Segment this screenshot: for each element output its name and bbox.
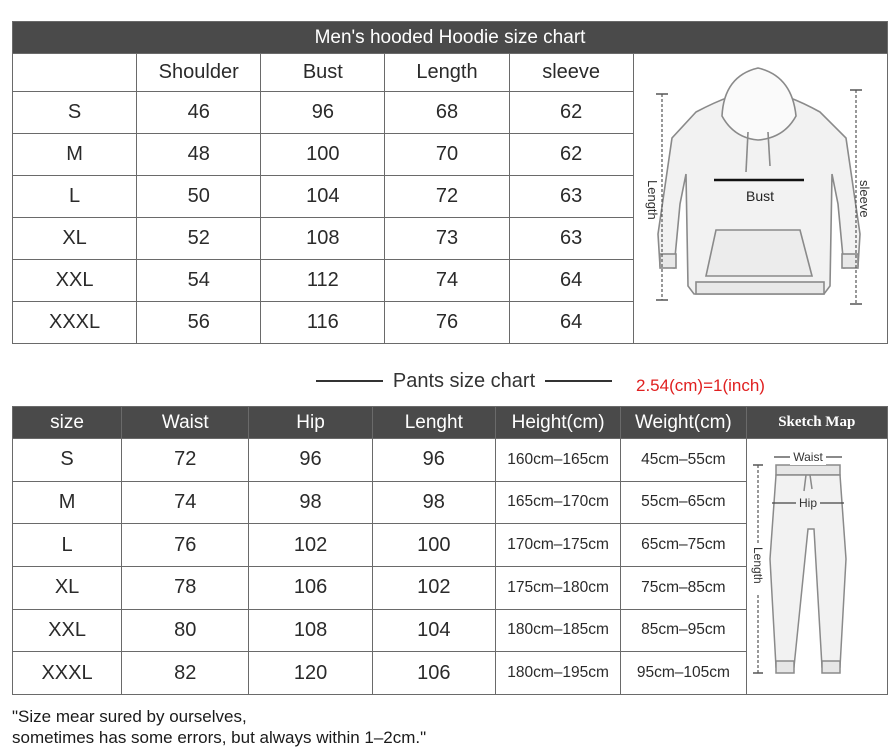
hoodie-cell: 64 (509, 301, 633, 343)
pants-cell: 180cm–195cm (495, 652, 620, 695)
hoodie-cell: 46 (137, 91, 261, 133)
pants-cell: 104 (372, 609, 495, 652)
pants-cell: 96 (372, 439, 495, 482)
pants-cell: 95cm–105cm (621, 652, 746, 695)
pants-cell: 45cm–55cm (621, 439, 746, 482)
hoodie-cell: L (13, 175, 137, 217)
hoodie-bust-label: Bust (746, 188, 775, 204)
hoodie-header-row (13, 54, 888, 92)
pants-cell: 76 (122, 524, 249, 567)
hoodie-cell: XL (13, 217, 137, 259)
hoodie-cell: 62 (509, 91, 633, 133)
title-rule-right (545, 380, 612, 382)
pants-cell: XL (13, 566, 122, 609)
hoodie-length-label: Length (645, 180, 661, 220)
unit-conversion-note: 2.54(cm)=1(inch) (636, 376, 765, 395)
pants-cell: 82 (122, 652, 249, 695)
pants-header-waist: Waist (122, 407, 249, 439)
hoodie-cell: 63 (509, 217, 633, 259)
hoodie-sleeve-label: sleeve (857, 180, 873, 218)
pants-cell: L (13, 524, 122, 567)
pants-cell: 98 (249, 481, 372, 524)
pants-cell: XXXL (13, 652, 122, 695)
hoodie-cell: 96 (261, 91, 385, 133)
hoodie-diagram-cell (633, 54, 887, 344)
pants-cell: 175cm–180cm (495, 566, 620, 609)
hoodie-size-table (12, 21, 888, 344)
hoodie-cell: 64 (509, 259, 633, 301)
hoodie-cell: 73 (385, 217, 509, 259)
pants-hip-label: Hip (798, 496, 817, 510)
hoodie-header-sleeve: sleeve (509, 54, 633, 92)
hoodie-cell: M (13, 133, 137, 175)
hoodie-cell: XXXL (13, 301, 137, 343)
pants-length-label: Length (750, 547, 765, 584)
pants-cell: 100 (372, 524, 495, 567)
hoodie-cell: 50 (137, 175, 261, 217)
pants-cell: 106 (372, 652, 495, 695)
hoodie-cell: 48 (137, 133, 261, 175)
note-line-1: "Size mear sured by ourselves, (12, 707, 247, 726)
hoodie-cell: 112 (261, 259, 385, 301)
pants-cell: 102 (372, 566, 495, 609)
hoodie-header-shoulder: Shoulder (137, 54, 261, 92)
pants-header-sketch-map: Sketch Map (746, 407, 888, 439)
hoodie-cell: 70 (385, 133, 509, 175)
hoodie-table-title: Men's hooded Hoodie size chart (13, 22, 888, 54)
pants-cell: 160cm–165cm (495, 439, 620, 482)
hoodie-cell: 76 (385, 301, 509, 343)
pants-cell: 102 (249, 524, 372, 567)
pants-size-table (12, 406, 888, 695)
hoodie-cell: 100 (261, 133, 385, 175)
pants-cell: M (13, 481, 122, 524)
pants-cell: 74 (122, 481, 249, 524)
pants-cell: 80 (122, 609, 249, 652)
pants-cell: 75cm–85cm (621, 566, 746, 609)
hoodie-cell: 56 (137, 301, 261, 343)
pants-header-hip: Hip (249, 407, 372, 439)
hoodie-cell: 62 (509, 133, 633, 175)
title-rule-left (316, 380, 383, 382)
pants-row-s (13, 439, 888, 482)
pants-cell: 78 (122, 566, 249, 609)
pants-cell: 106 (249, 566, 372, 609)
hoodie-cell: S (13, 91, 137, 133)
pants-header-weight: Weight(cm) (621, 407, 746, 439)
pants-diagram-cell (746, 439, 888, 695)
hoodie-cell: 63 (509, 175, 633, 217)
hoodie-header-length: Length (385, 54, 509, 92)
hoodie-cell: 68 (385, 91, 509, 133)
hoodie-cell: 74 (385, 259, 509, 301)
measurement-note (12, 706, 426, 748)
hoodie-header-bust: Bust (261, 54, 385, 92)
hoodie-diagram (634, 54, 886, 337)
hoodie-cell: 108 (261, 217, 385, 259)
hoodie-cell: 52 (137, 217, 261, 259)
pants-cell: 108 (249, 609, 372, 652)
pants-cell: S (13, 439, 122, 482)
pants-header-row (13, 407, 888, 439)
pants-cell: 65cm–75cm (621, 524, 746, 567)
pants-cell: 170cm–175cm (495, 524, 620, 567)
pants-waist-label: Waist (792, 450, 823, 464)
pants-cell: 72 (122, 439, 249, 482)
hoodie-cell: 104 (261, 175, 385, 217)
pants-cell: 96 (249, 439, 372, 482)
note-line-2: sometimes has some errors, but always within 1–2cm." (12, 728, 427, 747)
pants-header-length: Lenght (372, 407, 495, 439)
pants-header-height: Height(cm) (495, 407, 620, 439)
pants-title-text: Pants size chart (392, 369, 536, 392)
pants-cell: 55cm–65cm (621, 481, 746, 524)
pants-section-title (306, 368, 622, 394)
pants-cell: 165cm–170cm (495, 481, 620, 524)
hoodie-cell: 54 (137, 259, 261, 301)
hoodie-header-empty (13, 54, 137, 92)
pants-header-size: size (13, 407, 122, 439)
pants-cell: 180cm–185cm (495, 609, 620, 652)
pants-diagram (748, 439, 886, 688)
hoodie-cell: XXL (13, 259, 137, 301)
pants-cell: XXL (13, 609, 122, 652)
pants-cell: 120 (249, 652, 372, 695)
pants-cell: 98 (372, 481, 495, 524)
hoodie-cell: 116 (261, 301, 385, 343)
pants-cell: 85cm–95cm (621, 609, 746, 652)
hoodie-cell: 72 (385, 175, 509, 217)
